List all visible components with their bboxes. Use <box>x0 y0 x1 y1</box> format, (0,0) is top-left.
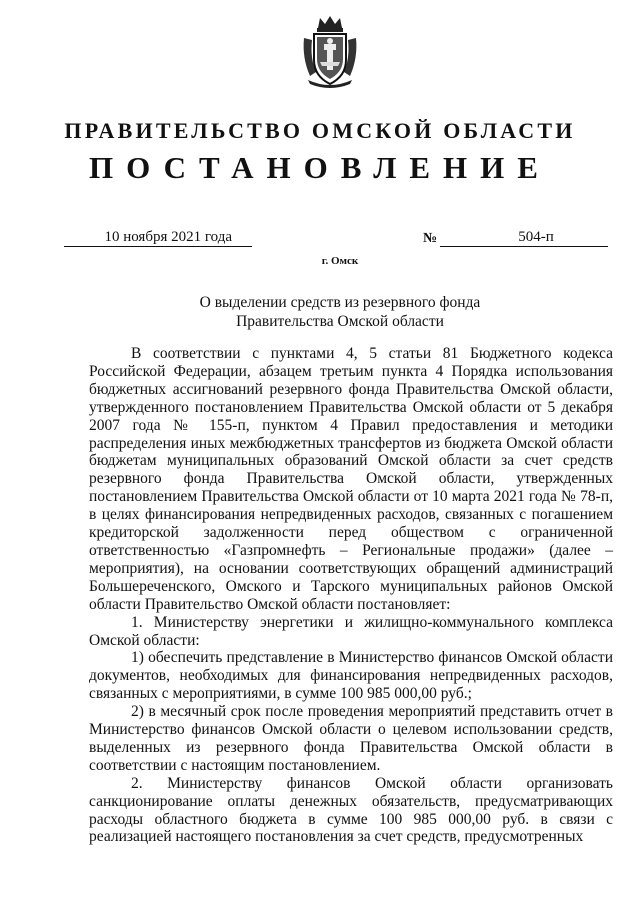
subject-line-1: О выделении средств из резервного фонда <box>199 294 481 311</box>
organization-title: ПРАВИТЕЛЬСТВО ОМСКОЙ ОБЛАСТИ <box>64 118 576 143</box>
document-subject <box>0 293 640 331</box>
document-body <box>89 345 613 846</box>
omsk-coat-of-arms-icon <box>300 14 360 88</box>
document-date: 10 ноября 2021 года <box>64 228 252 247</box>
city-label: г. Омск <box>321 255 359 267</box>
number-sign: № <box>423 231 438 246</box>
item-1-paragraph: 1. Министерству энергетики и жилищно-коммунального комплекса Омской области: <box>89 613 613 649</box>
item-1-2-paragraph: 2) в месячный срок после проведения мероприятий представить отчет в Министерство финансов Омской области о целевом использовании средств, выделенных из резервного фонда Правительства Омской области в соответствии с настоящим постановлением. <box>89 703 613 774</box>
item-1-1-paragraph: 1) обеспечить представление в Министерство финансов Омской области документов, необходимых для финансирования непредвиденных расходов, связанных с мероприятиями, в сумме 100 985 000,00 руб.; <box>89 649 613 703</box>
document-number: 504-п <box>440 228 608 247</box>
document-type-title: ПОСТАНОВЛЕНИЕ <box>89 150 551 185</box>
preamble-paragraph: В соответствии с пунктами 4, 5 статьи 81 Бюджетного кодекса Российской Федерации, абзацем третьим пункта 4 Порядка использования бюджетных ассигнований резервного фонда Правительства Омской области, утвержденного постановлением Правительства Омской области от 5 декабря 2007 года № 155-п, пунктом 4 Правил предоставления и методики распределения иных межбюджетных трансфертов из бюджета Омской области бюджетам муниципальных образований Омской области за счет средств резервного фонда Правительства Омской области, утвержденных постановлением Правительства Омской области от 10 марта 2021 года № 78-п, в целях финансирования непредвиденных расходов, связанных с погашением кредиторской задолженности перед обществом с ограниченной ответственностью «Газпромнефть – Региональные продажи» (далее – мероприятия), на основании соответствующих обращений администраций Большереченского, Омского и Тарского муниципальных районов Омской области Правительство Омской области постановляет: <box>89 345 613 613</box>
subject-line-2: Правительства Омской области <box>236 313 444 330</box>
item-2-paragraph: 2. Министерству финансов Омской области организовать санкционирование оплаты денежных обязательств, предусматривающих расходы областного бюджета в сумме 100 985 000,00 руб. в связи с реализацией настоящего постановления за счет средств, предусмотренных <box>89 774 613 846</box>
